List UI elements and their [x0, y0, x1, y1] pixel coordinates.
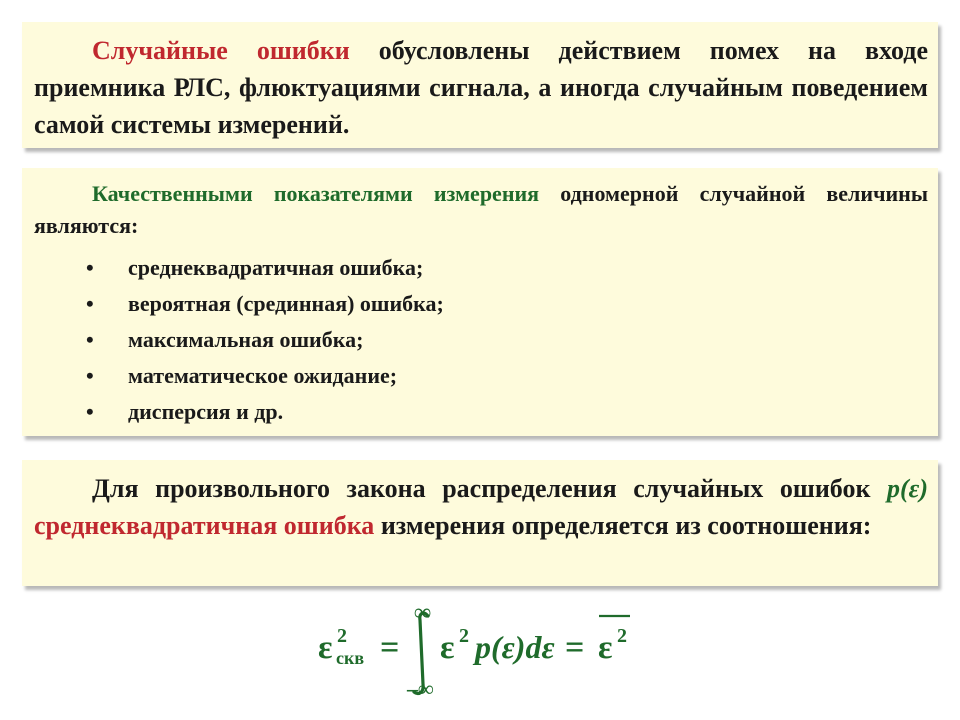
bullet-icon: •	[86, 255, 94, 280]
quality-indicators-paragraph	[34, 178, 928, 242]
list-item	[34, 394, 928, 430]
rhs-epsilon: ε	[598, 629, 613, 666]
bullet-icon: •	[86, 363, 94, 388]
list-item-label: математическое ожидание;	[128, 363, 398, 388]
lhs-power: 2	[337, 625, 347, 647]
quality-indicators-text: одномерной случайной величины являются:	[34, 181, 929, 238]
rms-error-box	[22, 460, 938, 586]
equals-sign-2: =	[565, 629, 585, 666]
list-item-label: вероятная (срединная) ошибка;	[128, 291, 444, 316]
random-errors-term: Случайные ошибки	[92, 36, 350, 65]
lhs-subscript: скв	[336, 648, 365, 668]
rms-error-formula	[0, 600, 960, 710]
random-errors-paragraph	[34, 32, 928, 143]
rhs-power: 2	[617, 625, 627, 647]
list-item	[34, 322, 928, 358]
bullet-icon: •	[86, 399, 94, 424]
random-errors-text: обусловлены действием помех на входе приемника РЛС, флюктуациями сигнала, а иногда случайным поведением самой системы измерений.	[34, 36, 929, 139]
integrand-power: 2	[459, 625, 469, 647]
bullet-icon: •	[86, 291, 94, 316]
list-item-label: максимальная ошибка;	[128, 327, 364, 352]
rms-error-text-1: Для произвольного закона распределения случайных ошибок	[92, 474, 888, 503]
lhs-epsilon: ε	[318, 629, 333, 666]
indicators-list	[34, 250, 928, 430]
rms-error-term: среднеквадратичная ошибка	[34, 511, 375, 540]
integrand-expression: p(ε)dε	[475, 629, 555, 665]
list-item-label: дисперсия и др.	[128, 399, 284, 424]
rms-error-paragraph	[34, 470, 928, 544]
list-item	[34, 358, 928, 394]
rms-error-text-2: измерения определяется из соотношения:	[374, 511, 872, 540]
quality-indicators-box	[22, 168, 938, 436]
quality-indicators-term: Качественными показателями измерения	[92, 181, 540, 206]
equals-sign: =	[380, 629, 400, 666]
distribution-function: p(ε)	[887, 474, 928, 503]
bullet-icon: •	[86, 327, 94, 352]
random-errors-box	[22, 22, 938, 148]
lower-limit: –∞	[407, 676, 434, 701]
upper-limit: ∞	[414, 600, 432, 626]
integrand-epsilon: ε	[440, 629, 455, 666]
list-item	[34, 250, 928, 286]
list-item-label: среднеквадратичная ошибка;	[128, 255, 424, 280]
list-item	[34, 286, 928, 322]
